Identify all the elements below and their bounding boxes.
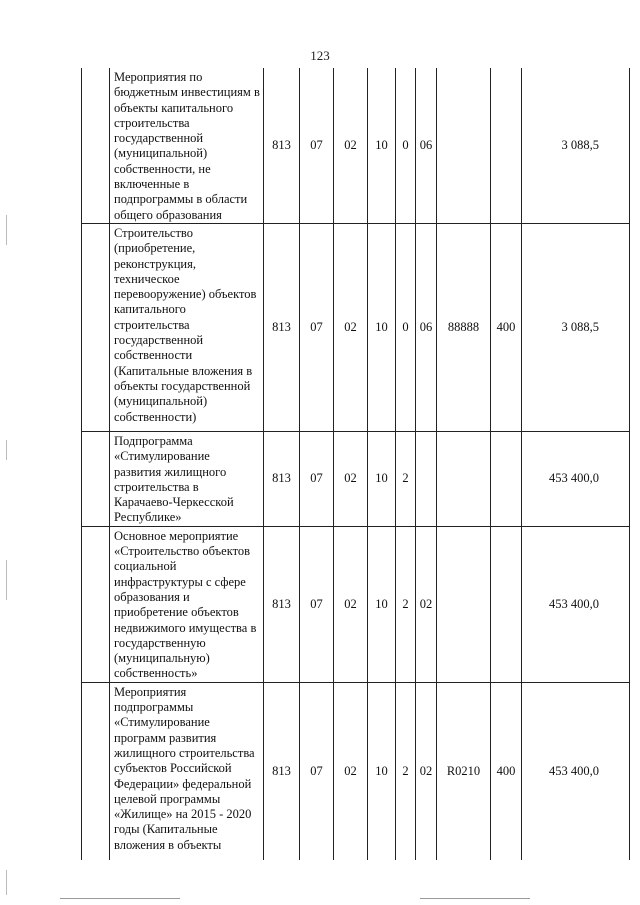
expense-type-code [491,526,522,682]
amount: 453 400,0 [522,431,630,526]
amount: 453 400,0 [522,682,630,860]
scan-artifact [6,560,7,600]
scan-artifact [420,898,530,899]
page-number: 123 [310,48,330,63]
blank-cell [82,431,110,526]
table-row [82,68,630,223]
expense-type-code [491,431,522,526]
subsection-code: 02 [334,223,368,431]
subsection-code: 02 [334,431,368,526]
scan-artifact [60,898,180,899]
expense-type-code [491,68,522,223]
subsection-code: 02 [334,682,368,860]
direction-code [437,431,491,526]
program-code: 10 [368,431,396,526]
program-code: 10 [368,526,396,682]
table-row [82,526,630,682]
row-name: Мероприятия подпрограммы «Стимулирование программ развития жилищного строительства субъектов Российской Федерации» федеральной целевой программы «Жилище» на 2015 - 2020 годы (Капитальные вложения в объекты [110,682,264,860]
section-code: 07 [300,68,334,223]
section-code: 07 [300,431,334,526]
program-code: 10 [368,223,396,431]
direction-code [437,526,491,682]
ministry-code: 813 [264,68,300,223]
event-code: 06 [416,223,437,431]
budget-table [81,68,630,860]
blank-cell [82,68,110,223]
row-name: Основное мероприятие «Строительство объектов социальной инфраструктуры с сфере образования и приобретение объектов недвижимого имущества в государственную (муниципальную) собственность» [110,526,264,682]
subsection-code: 02 [334,68,368,223]
amount: 3 088,5 [522,223,630,431]
table-row [82,682,630,860]
subprogram-code: 2 [396,682,416,860]
subprogram-code: 2 [396,431,416,526]
direction-code: R0210 [437,682,491,860]
table-row [82,223,630,431]
event-code: 02 [416,526,437,682]
row-name: Строительство (приобретение, реконструкция, техническое перевооружение) объектов капитального строительства государственной собственности (Капитальные вложения в объекты государственной (муниципальной) собственности) [110,223,264,431]
blank-cell [82,526,110,682]
direction-code: 88888 [437,223,491,431]
subprogram-code: 0 [396,223,416,431]
program-code: 10 [368,68,396,223]
subsection-code: 02 [334,526,368,682]
subprogram-code: 0 [396,68,416,223]
event-code [416,431,437,526]
scan-artifact [6,215,7,245]
blank-cell [82,223,110,431]
table-row [82,431,630,526]
scan-artifact [6,440,7,460]
expense-type-code: 400 [491,223,522,431]
ministry-code: 813 [264,682,300,860]
section-code: 07 [300,526,334,682]
subprogram-code: 2 [396,526,416,682]
row-name: Мероприятия по бюджетным инвестициям в объекты капитального строительства государственной (муниципальной) собственности, не включенные в подпрограммы в области общего образования [110,68,264,223]
amount: 453 400,0 [522,526,630,682]
event-code: 06 [416,68,437,223]
ministry-code: 813 [264,431,300,526]
direction-code [437,68,491,223]
ministry-code: 813 [264,526,300,682]
row-name: Подпрограмма «Стимулирование развития жилищного строительства в Карачаево-Черкесской Республике» [110,431,264,526]
section-code: 07 [300,682,334,860]
expense-type-code: 400 [491,682,522,860]
scan-artifact [6,870,7,895]
event-code: 02 [416,682,437,860]
ministry-code: 813 [264,223,300,431]
section-code: 07 [300,223,334,431]
program-code: 10 [368,682,396,860]
blank-cell [82,682,110,860]
amount: 3 088,5 [522,68,630,223]
